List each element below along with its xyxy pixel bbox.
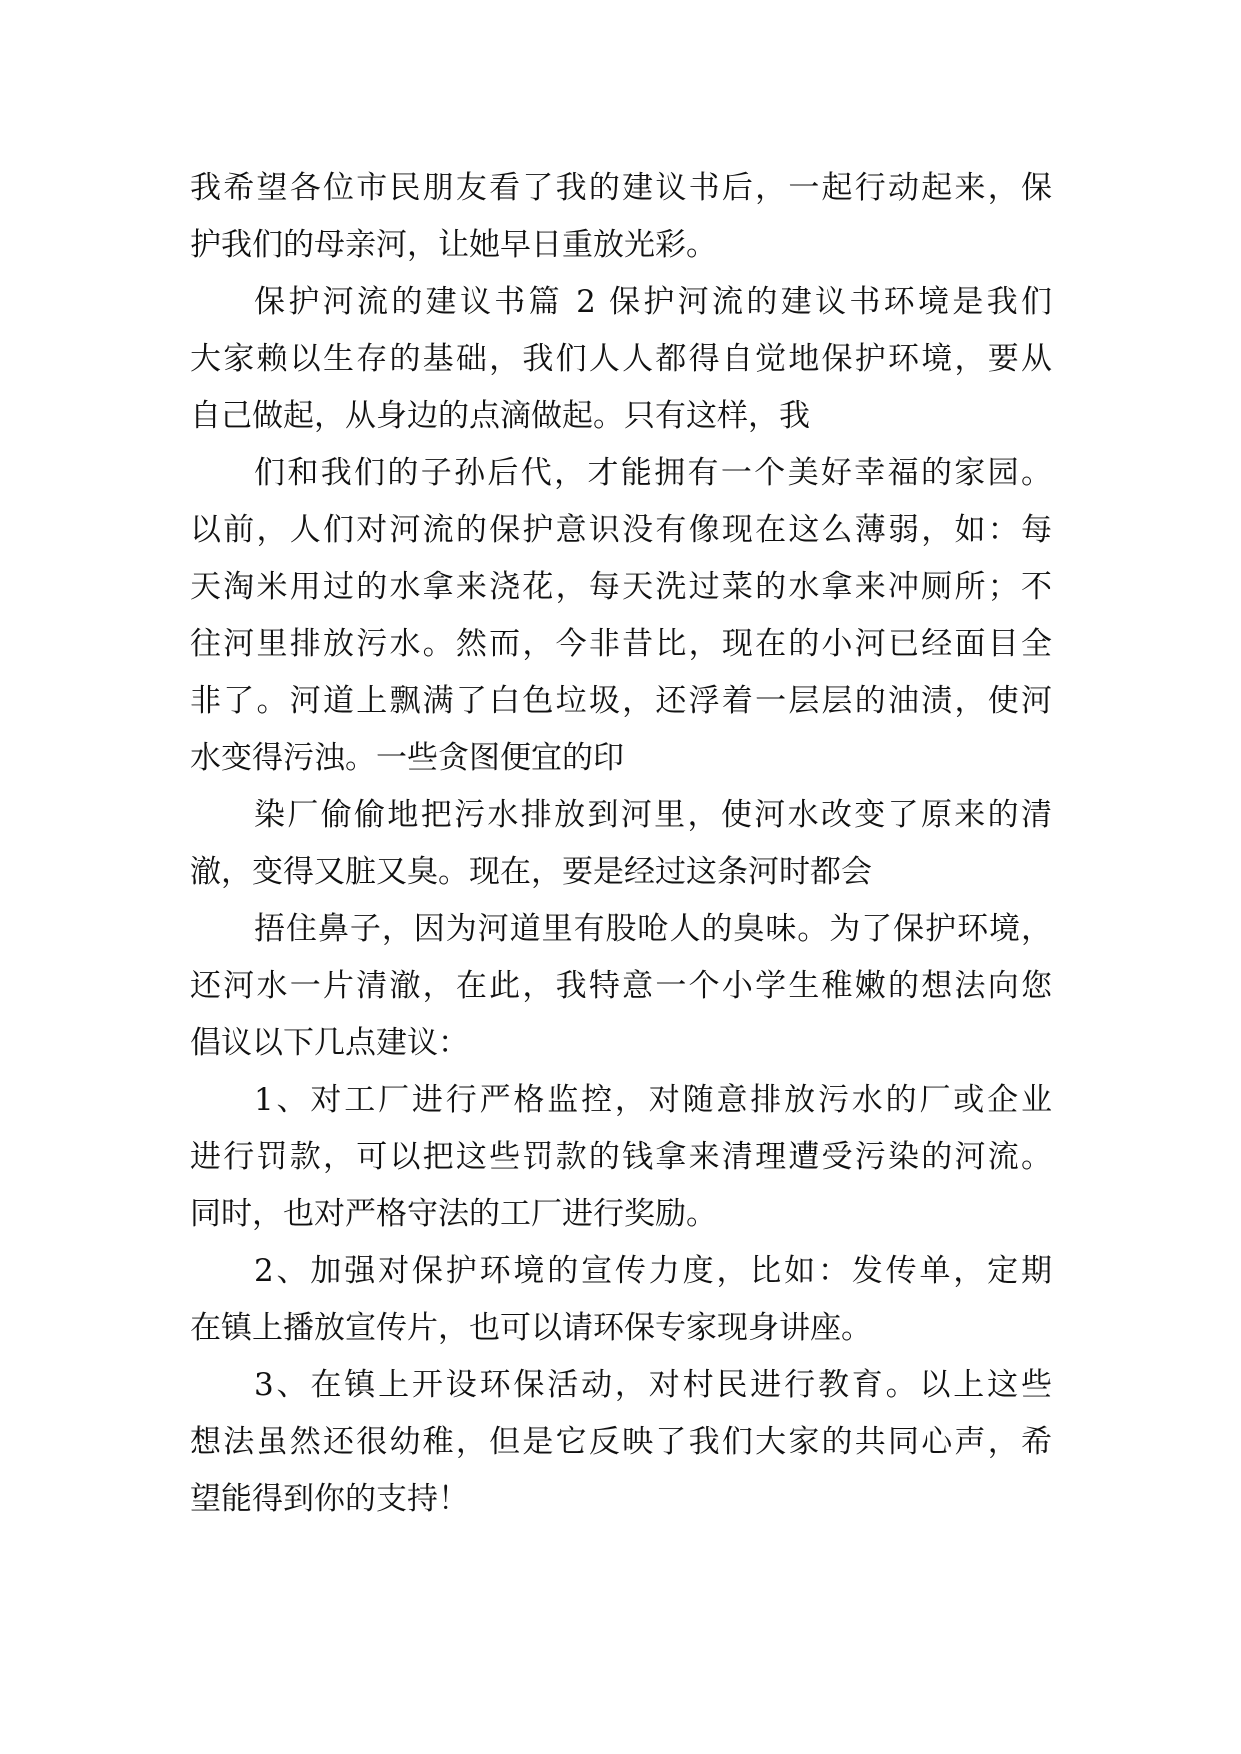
text-line: 还河水一片清澈，在此，我特意一个小学生稚嫩的想法向您 <box>190 968 1052 1004</box>
text-line: 染厂偷偷地把污水排放到河里，使河水改变了原来的清 <box>254 797 1052 833</box>
text-line: 想法虽然还很幼稚，但是它反映了我们大家的共同心声，希 <box>190 1424 1052 1460</box>
text-line: 1、对工厂进行严格监控，对随意排放污水的厂或企业 <box>254 1082 1052 1118</box>
document-body <box>190 160 1052 1528</box>
text-line: 护我们的母亲河，让她早日重放光彩。 <box>190 227 717 263</box>
text-line: 在镇上播放宣传片，也可以请环保专家现身讲座。 <box>190 1310 872 1346</box>
text-line: 倡议以下几点建议： <box>190 1025 469 1061</box>
text-line: 们和我们的子孙后代，才能拥有一个美好幸福的家园。 <box>254 455 1052 491</box>
text-line: 我希望各位市民朋友看了我的建议书后，一起行动起来，保 <box>190 170 1052 206</box>
text-line: 自己做起，从身边的点滴做起。只有这样，我 <box>190 398 810 434</box>
text-line: 澈，变得又脏又臭。现在，要是经过这条河时都会 <box>190 854 872 890</box>
text-line: 水变得污浊。一些贪图便宜的印 <box>190 740 624 776</box>
text-line: 2、加强对保护环境的宣传力度，比如：发传单，定期 <box>254 1253 1052 1289</box>
text-line: 往河里排放污水。然而，今非昔比，现在的小河已经面目全 <box>190 626 1052 662</box>
text-line: 捂住鼻子，因为河道里有股呛人的臭味。为了保护环境， <box>254 911 1052 947</box>
text-line: 非了。河道上飘满了白色垃圾，还浮着一层层的油渍，使河 <box>190 683 1052 719</box>
text-line: 进行罚款，可以把这些罚款的钱拿来清理遭受污染的河流。 <box>190 1139 1052 1175</box>
text-line: 保护河流的建议书篇 2 保护河流的建议书环境是我们 <box>254 284 1052 320</box>
text-line: 天淘米用过的水拿来浇花，每天洗过菜的水拿来冲厕所；不 <box>190 569 1052 605</box>
text-line: 同时，也对严格守法的工厂进行奖励。 <box>190 1196 717 1232</box>
text-line: 望能得到你的支持！ <box>190 1481 469 1517</box>
text-line: 大家赖以生存的基础，我们人人都得自觉地保护环境，要从 <box>190 341 1052 377</box>
text-line: 3、在镇上开设环保活动，对村民进行教育。以上这些 <box>254 1367 1052 1403</box>
text-line: 以前，人们对河流的保护意识没有像现在这么薄弱，如：每 <box>190 512 1052 548</box>
